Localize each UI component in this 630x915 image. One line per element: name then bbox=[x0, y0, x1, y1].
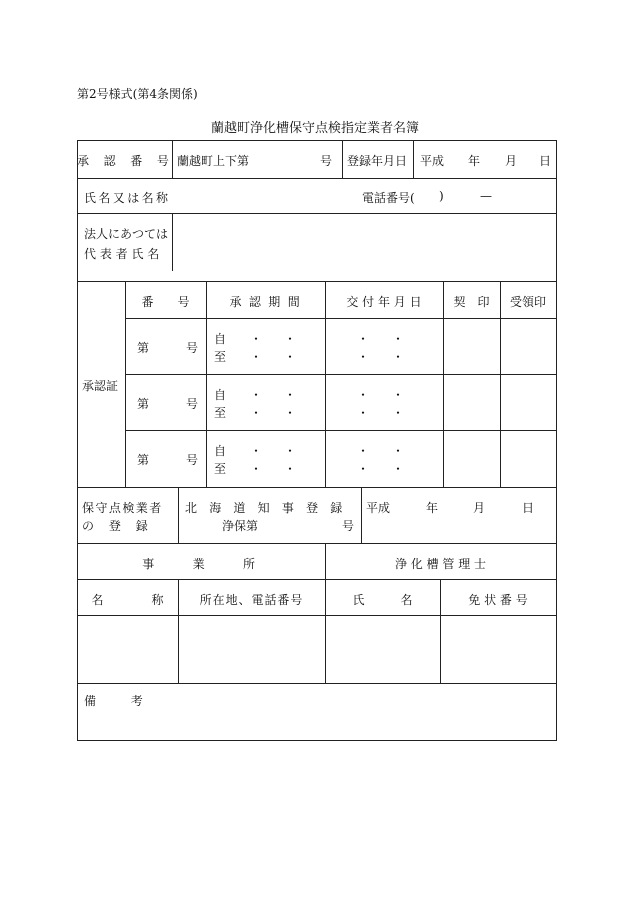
cert-dai: 第 bbox=[137, 341, 150, 355]
town-prefix: 蘭越町上下第 bbox=[177, 154, 250, 168]
septic-manager-header: 浄 化 槽 管 理 士 bbox=[394, 557, 487, 571]
dot: ・ bbox=[357, 444, 370, 458]
reg-date-day: 日 bbox=[539, 154, 552, 168]
office-header: 事 業 所 bbox=[142, 557, 260, 571]
registration-day: 日 bbox=[522, 501, 535, 515]
dot: ・ bbox=[250, 388, 263, 402]
cert-header-number: 番 号 bbox=[141, 295, 190, 309]
period-to: 至 bbox=[214, 406, 227, 420]
cert-go: 号 bbox=[186, 341, 199, 355]
dot: ・ bbox=[392, 350, 405, 364]
license-number-column: 免 状 番 号 bbox=[468, 593, 528, 607]
cert-header-issue-date: 交 付 年 月 日 bbox=[346, 295, 422, 309]
document-title: 蘭越町浄化槽保守点検指定業者名簿 bbox=[210, 121, 419, 136]
dot: ・ bbox=[284, 332, 297, 346]
representative-label-line2: 代 表 者 氏 名 bbox=[84, 247, 160, 261]
reg-date-era: 平成 bbox=[420, 154, 445, 168]
cert-dai: 第 bbox=[137, 453, 150, 467]
phone-dash: — bbox=[480, 189, 492, 203]
cert-header-receipt: 受領印 bbox=[509, 295, 546, 309]
dot: ・ bbox=[392, 444, 405, 458]
cert-dai: 第 bbox=[137, 397, 150, 411]
form-number: 第2号様式(第4条関係) bbox=[77, 87, 198, 101]
dot: ・ bbox=[284, 406, 297, 420]
period-from: 自 bbox=[214, 444, 227, 458]
dot: ・ bbox=[392, 388, 405, 402]
governor-registration-prefix: 浄保第 bbox=[222, 519, 259, 533]
dot: ・ bbox=[392, 406, 405, 420]
phone-label: 電話番号( bbox=[362, 191, 415, 205]
cert-header-seal: 契 印 bbox=[453, 295, 490, 309]
manager-name-column: 氏 名 bbox=[352, 593, 413, 607]
period-from: 自 bbox=[214, 332, 227, 346]
reg-date-year: 年 bbox=[468, 154, 481, 168]
representative-label-line1: 法人にあつては bbox=[84, 227, 169, 241]
registration-label-line1: 保守点検業者 bbox=[82, 501, 163, 515]
cert-go: 号 bbox=[186, 397, 199, 411]
office-address-column: 所在地、電話番号 bbox=[199, 593, 304, 607]
name-label: 氏名又は名称 bbox=[84, 191, 171, 205]
reg-date-month: 月 bbox=[505, 154, 518, 168]
dot: ・ bbox=[392, 332, 405, 346]
dot: ・ bbox=[357, 462, 370, 476]
dot: ・ bbox=[250, 350, 263, 364]
certificate-side-label: 承認証 bbox=[82, 379, 119, 393]
approval-number-label: 承 認 番 号 bbox=[77, 154, 175, 168]
registration-year: 年 bbox=[426, 501, 439, 515]
cert-go: 号 bbox=[186, 453, 199, 467]
registration-month: 月 bbox=[473, 501, 486, 515]
dot: ・ bbox=[284, 350, 297, 364]
phone-close: ) bbox=[439, 189, 444, 203]
remarks-label: 備 考 bbox=[84, 694, 147, 708]
registration-label-line2: の 登 録 bbox=[82, 519, 150, 533]
period-to: 至 bbox=[214, 462, 227, 476]
dot: ・ bbox=[250, 444, 263, 458]
cert-header-period: 承 認 期 間 bbox=[229, 295, 302, 309]
dot: ・ bbox=[357, 350, 370, 364]
dot: ・ bbox=[357, 388, 370, 402]
dot: ・ bbox=[284, 444, 297, 458]
dot: ・ bbox=[250, 462, 263, 476]
approval-number-suffix: 号 bbox=[320, 154, 333, 168]
dot: ・ bbox=[250, 332, 263, 346]
registration-date-label: 登録年月日 bbox=[347, 154, 408, 168]
dot: ・ bbox=[392, 462, 405, 476]
governor-registration: 北 海 道 知 事 登 録 bbox=[185, 501, 347, 515]
registration-era: 平成 bbox=[366, 501, 391, 515]
dot: ・ bbox=[284, 462, 297, 476]
period-from: 自 bbox=[214, 388, 227, 402]
dot: ・ bbox=[250, 406, 263, 420]
dot: ・ bbox=[357, 332, 370, 346]
dot: ・ bbox=[284, 388, 297, 402]
governor-registration-suffix: 号 bbox=[342, 519, 355, 533]
period-to: 至 bbox=[214, 350, 227, 364]
office-name-column: 名 称 bbox=[91, 593, 164, 607]
dot: ・ bbox=[357, 406, 370, 420]
